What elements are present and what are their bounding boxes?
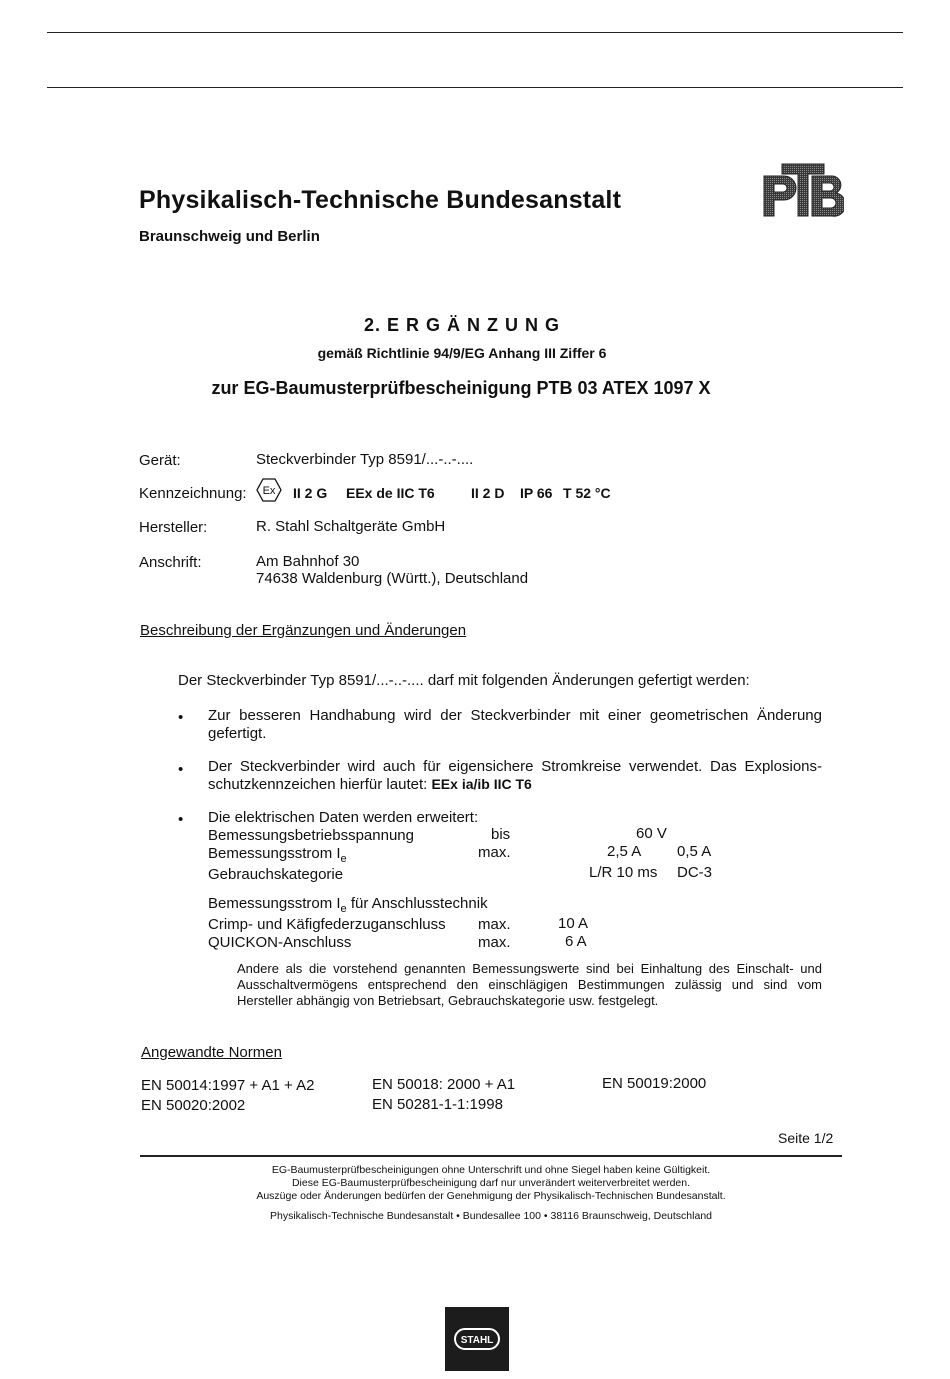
- norm-4: EN 50020:2002: [141, 1097, 246, 1114]
- directive-subtitle: gemäß Richtlinie 94/9/EG Anhang III Ziffer 6: [317, 345, 607, 361]
- footer-rule: [140, 1155, 842, 1157]
- quickon-value: 6 A: [565, 933, 587, 950]
- rated-voltage-label: Bemessungsbetriebsspannung: [208, 827, 414, 844]
- footer-line-2: Diese EG-Baumusterprüfbescheinigung darf nur unverändert weiterverbreitet werden.: [291, 1177, 691, 1189]
- rated-voltage-qualifier: bis: [491, 826, 511, 843]
- connection-heading-text: Bemessungsstrom I: [208, 895, 341, 912]
- rated-current-value-2: 0,5 A: [677, 843, 712, 860]
- rated-current-text: Bemessungsstrom I: [208, 845, 341, 862]
- connection-heading: [208, 895, 488, 915]
- ptb-logo: [762, 162, 844, 218]
- connection-heading-sub: e: [340, 903, 347, 915]
- bullet-2-line1: Der Steckverbinder wird auch für eigensichere Stromkreise verwendet. Das Explosions-: [208, 758, 822, 775]
- description-intro: Der Steckverbinder Typ 8591/...-..-.... darf mit folgenden Änderungen gefertigt werden:: [178, 672, 750, 689]
- institution-location: Braunschweig und Berlin: [139, 228, 320, 245]
- certificate-reference: zur EG-Baumusterprüfbescheinigung PTB 03 ATEX 1097 X: [211, 378, 711, 398]
- device-label: Gerät:: [139, 452, 181, 469]
- utilization-category-value-1: L/R 10 ms: [589, 864, 658, 881]
- top-rule-2: [47, 87, 903, 88]
- device-value: Steckverbinder Typ 8591/...-..-....: [256, 451, 474, 468]
- rating-note: Andere als die vorstehend genannten Bemessungswerte sind bei Einhaltung des Einschalt- und Ausschaltvermögens entsprechend den einschlägigen Bestimmungen zulässig und sind vom Hersteller abhängig von Betriebsart, Gebrauchskategorie usw. festgelegt.: [237, 961, 822, 1008]
- page-number: Seite 1/2: [778, 1130, 834, 1146]
- institution-name: Physikalisch-Technische Bundesanstalt: [139, 186, 622, 214]
- rated-current-qualifier: max.: [478, 844, 511, 861]
- manufacturer-label: Hersteller:: [139, 519, 208, 536]
- bullet-2-marking: EEx ia/ib IIC T6: [431, 776, 532, 792]
- rated-voltage-value: 60 V: [636, 825, 667, 842]
- manufacturer-value: R. Stahl Schaltgeräte GmbH: [256, 518, 446, 535]
- address-line-2: 74638 Waldenburg (Württ.), Deutschland: [256, 570, 529, 587]
- footer-address: Physikalisch-Technische Bundesanstalt • Bundesallee 100 • 38116 Braunschweig, Deutschland: [269, 1210, 712, 1222]
- rated-current-sub: e: [340, 853, 347, 865]
- marking-gas: II 2 G: [293, 485, 328, 501]
- marking-ip: IP 66: [520, 485, 553, 501]
- quickon-qualifier: max.: [478, 934, 511, 951]
- footer-line-3: Auszüge oder Änderungen bedürfen der Genehmigung der Physikalisch-Technischen Bundesanstalt.: [256, 1190, 726, 1202]
- supplement-title: 2. E R G Ä N Z U N G: [363, 315, 561, 335]
- stahl-logo: [445, 1307, 509, 1371]
- rated-current-label: [208, 845, 347, 865]
- norm-3: EN 50019:2000: [602, 1075, 707, 1092]
- footer-line-1: EG-Baumusterprüfbescheinigungen ohne Unterschrift und ohne Siegel haben keine Gültigkeit.: [271, 1164, 711, 1176]
- svg-text:STAHL: STAHL: [460, 1335, 494, 1346]
- norm-5: EN 50281-1-1:1998: [372, 1096, 503, 1113]
- ex-hexagon-icon: [256, 478, 282, 502]
- marking-temperature: T 52 °C: [563, 485, 611, 501]
- norm-2: EN 50018: 2000 + A1: [372, 1076, 516, 1093]
- utilization-category-value-2: DC-3: [677, 864, 713, 881]
- bullet-2-text: schutzkennzeichen hierfür lautet:: [208, 776, 428, 793]
- connection-heading-rest: für Anschlusstechnik: [346, 895, 488, 912]
- norms-heading: Angewandte Normen: [141, 1044, 282, 1061]
- utilization-category-label: Gebrauchskategorie: [208, 866, 344, 883]
- bullet-1-text: Zur besseren Handhabung wird der Steckverbinder mit einer geometrischen Änderung gefertigt.: [208, 707, 822, 742]
- bullet-2-marker: •: [178, 761, 184, 778]
- bullet-3-intro: Die elektrischen Daten werden erweitert:: [208, 809, 479, 826]
- marking-gas-protection: EEx de IIC T6: [346, 485, 435, 501]
- crimp-qualifier: max.: [478, 916, 511, 933]
- marking-label: Kennzeichnung:: [139, 485, 247, 502]
- description-heading: Beschreibung der Ergänzungen und Änderungen: [140, 622, 467, 639]
- bullet-2-line2: [208, 776, 532, 793]
- bullet-3-marker: •: [178, 811, 184, 828]
- marking-dust: II 2 D: [471, 485, 505, 501]
- crimp-label: Crimp- und Käfigfederzuganschluss: [208, 916, 446, 933]
- top-rule-1: [47, 32, 903, 33]
- address-line-1: Am Bahnhof 30: [256, 553, 360, 570]
- bullet-1-marker: •: [178, 709, 184, 726]
- norm-1: EN 50014:1997 + A1 + A2: [141, 1077, 315, 1094]
- address-label: Anschrift:: [139, 554, 202, 571]
- rated-current-value-1: 2,5 A: [607, 843, 642, 860]
- crimp-value: 10 A: [558, 915, 589, 932]
- quickon-label: QUICKON-Anschluss: [208, 934, 352, 951]
- svg-text:Ex: Ex: [262, 485, 276, 497]
- stahl-badge-icon: [445, 1307, 509, 1371]
